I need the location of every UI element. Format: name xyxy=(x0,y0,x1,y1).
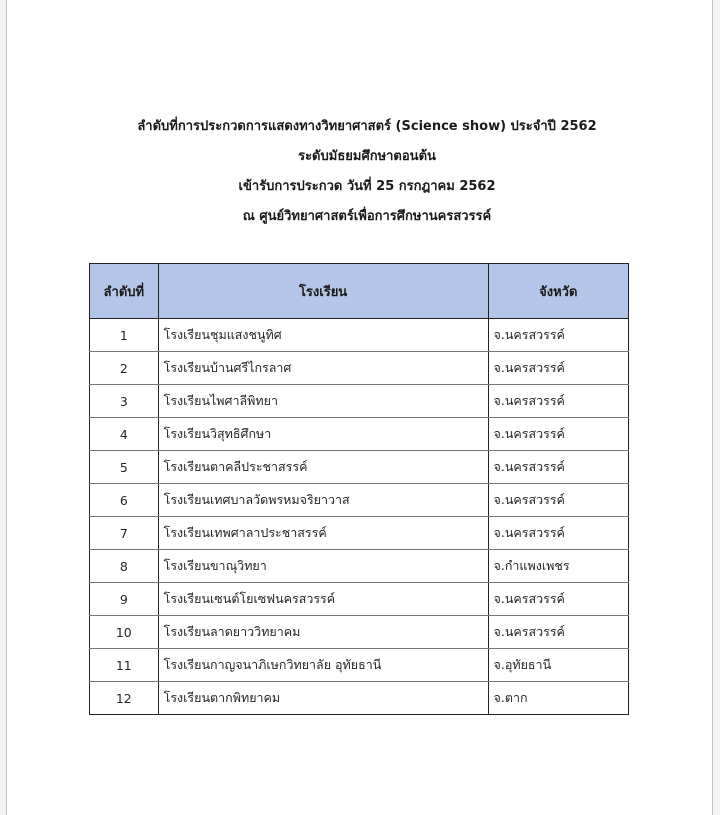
province-cell: จ.นครสวรรค์ xyxy=(488,385,628,418)
header-province: จังหวัด xyxy=(488,264,628,319)
rank-cell: 8 xyxy=(90,550,159,583)
school-cell: โรงเรียนตาคลีประชาสรรค์ xyxy=(158,451,488,484)
heading-date: เข้ารับการประกวด วันที่ 25 กรกฎาคม 2562 xyxy=(238,179,496,194)
school-cell: โรงเรียนไพศาลีพิทยา xyxy=(158,385,488,418)
heading-level: ระดับมัธยมศึกษาตอนต้น xyxy=(298,149,436,164)
province-cell: จ.กำแพงเพชร xyxy=(488,550,628,583)
table-row xyxy=(90,616,629,649)
school-cell: โรงเรียนกาญจนาภิเษกวิทยาลัย อุทัยธานี xyxy=(158,649,488,682)
school-cell: โรงเรียนบ้านศรีไกรลาศ xyxy=(158,352,488,385)
school-cell: โรงเรียนเทพศาลาประชาสรรค์ xyxy=(158,517,488,550)
school-cell: โรงเรียนเซนต์โยเซฟนครสวรรค์ xyxy=(158,583,488,616)
table-row xyxy=(90,319,629,352)
results-table xyxy=(89,263,629,715)
school-cell: โรงเรียนตากพิทยาคม xyxy=(158,682,488,715)
rank-cell: 3 xyxy=(90,385,159,418)
school-cell: โรงเรียนขาณุวิทยา xyxy=(158,550,488,583)
rank-cell: 7 xyxy=(90,517,159,550)
table-row xyxy=(90,583,629,616)
province-cell: จ.นครสวรรค์ xyxy=(488,352,628,385)
header-row xyxy=(90,264,629,319)
school-cell: โรงเรียนลาดยาววิทยาคม xyxy=(158,616,488,649)
rank-cell: 6 xyxy=(90,484,159,517)
province-cell: จ.นครสวรรค์ xyxy=(488,616,628,649)
rank-cell: 1 xyxy=(90,319,159,352)
table-body xyxy=(90,319,629,715)
province-cell: จ.ตาก xyxy=(488,682,628,715)
rank-cell: 10 xyxy=(90,616,159,649)
table-row xyxy=(90,517,629,550)
rank-cell: 12 xyxy=(90,682,159,715)
header-rank: ลำดับที่ xyxy=(90,264,159,319)
document-heading xyxy=(7,112,720,232)
rank-cell: 11 xyxy=(90,649,159,682)
table-row xyxy=(90,484,629,517)
table-row xyxy=(90,451,629,484)
table-row xyxy=(90,385,629,418)
school-cell: โรงเรียนเทศบาลวัดพรหมจริยาวาส xyxy=(158,484,488,517)
table-row xyxy=(90,352,629,385)
province-cell: จ.นครสวรรค์ xyxy=(488,319,628,352)
table-header xyxy=(90,264,629,319)
heading-venue: ณ ศูนย์วิทยาศาสตร์เพื่อการศึกษานครสวรรค์ xyxy=(242,209,492,224)
header-school: โรงเรียน xyxy=(158,264,488,319)
rank-cell: 5 xyxy=(90,451,159,484)
heading-title: ลำดับที่การประกวดการแสดงทางวิทยาศาสตร์ (Science show) ประจำปี 2562 xyxy=(137,119,597,134)
school-cell: โรงเรียนชุมแสงชนูทิศ xyxy=(158,319,488,352)
table-row xyxy=(90,418,629,451)
table-row xyxy=(90,649,629,682)
province-cell: จ.อุทัยธานี xyxy=(488,649,628,682)
province-cell: จ.นครสวรรค์ xyxy=(488,484,628,517)
province-cell: จ.นครสวรรค์ xyxy=(488,583,628,616)
rank-cell: 4 xyxy=(90,418,159,451)
school-cell: โรงเรียนวิสุทธิศึกษา xyxy=(158,418,488,451)
province-cell: จ.นครสวรรค์ xyxy=(488,517,628,550)
table-row xyxy=(90,550,629,583)
province-cell: จ.นครสวรรค์ xyxy=(488,451,628,484)
rank-cell: 9 xyxy=(90,583,159,616)
rank-cell: 2 xyxy=(90,352,159,385)
province-cell: จ.นครสวรรค์ xyxy=(488,418,628,451)
table-row xyxy=(90,682,629,715)
